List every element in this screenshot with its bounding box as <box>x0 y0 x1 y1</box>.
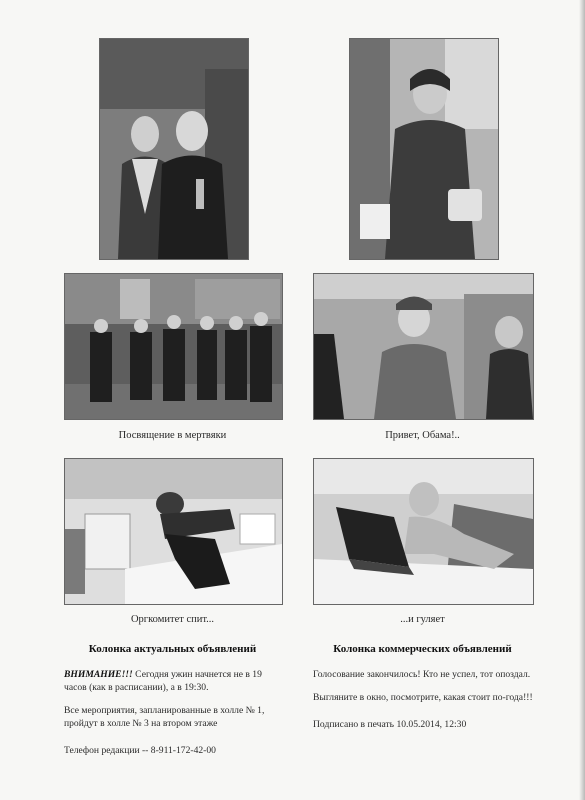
warning-label: ВНИМАНИЕ!!! <box>64 669 133 680</box>
warning-text: Сегодня ужин начнется не в 19 часов (как в расписании), а в 19:30. <box>64 669 262 693</box>
phone-notice: Телефон редакции -- 8-911-172-42-00 <box>64 745 216 756</box>
dinner-notice <box>64 668 284 694</box>
events-notice: Все мероприятия, запланированные в холле № 1, пройдут в холле № 3 на втором этаже <box>64 705 265 729</box>
caption-photo-man-with-cap: Привет, Обама!.. <box>385 430 460 441</box>
photo-woman-with-bag <box>349 38 499 260</box>
caption-photo-man-with-laptop: ...и гуляет <box>400 614 445 625</box>
print-notice: Подписано в печать 10.05.2014, 12:30 <box>313 719 467 730</box>
right-column-body <box>313 668 533 741</box>
photo-two-men <box>99 38 249 260</box>
photo-man-with-laptop <box>313 458 534 605</box>
window-notice: Выгляните в окно, посмотрите, какая стоит по-года!!! <box>313 692 533 703</box>
vote-notice: Голосование закончилось! Кто не успел, тот опоздал. <box>313 669 531 680</box>
left-column-body <box>64 668 284 767</box>
photo-sleeping <box>64 458 283 605</box>
photo-man-with-cap <box>313 273 534 420</box>
page-edge-shadow <box>579 0 585 800</box>
caption-photo-sleeping: Оргкомитет спит... <box>130 614 215 625</box>
photo-group <box>64 273 283 420</box>
caption-photo-group: Посвящение в мертвяки <box>118 430 227 441</box>
left-column-title: Колонка актуальных объявлений <box>88 643 257 655</box>
right-column-title: Колонка коммерческих объявлений <box>333 643 512 655</box>
